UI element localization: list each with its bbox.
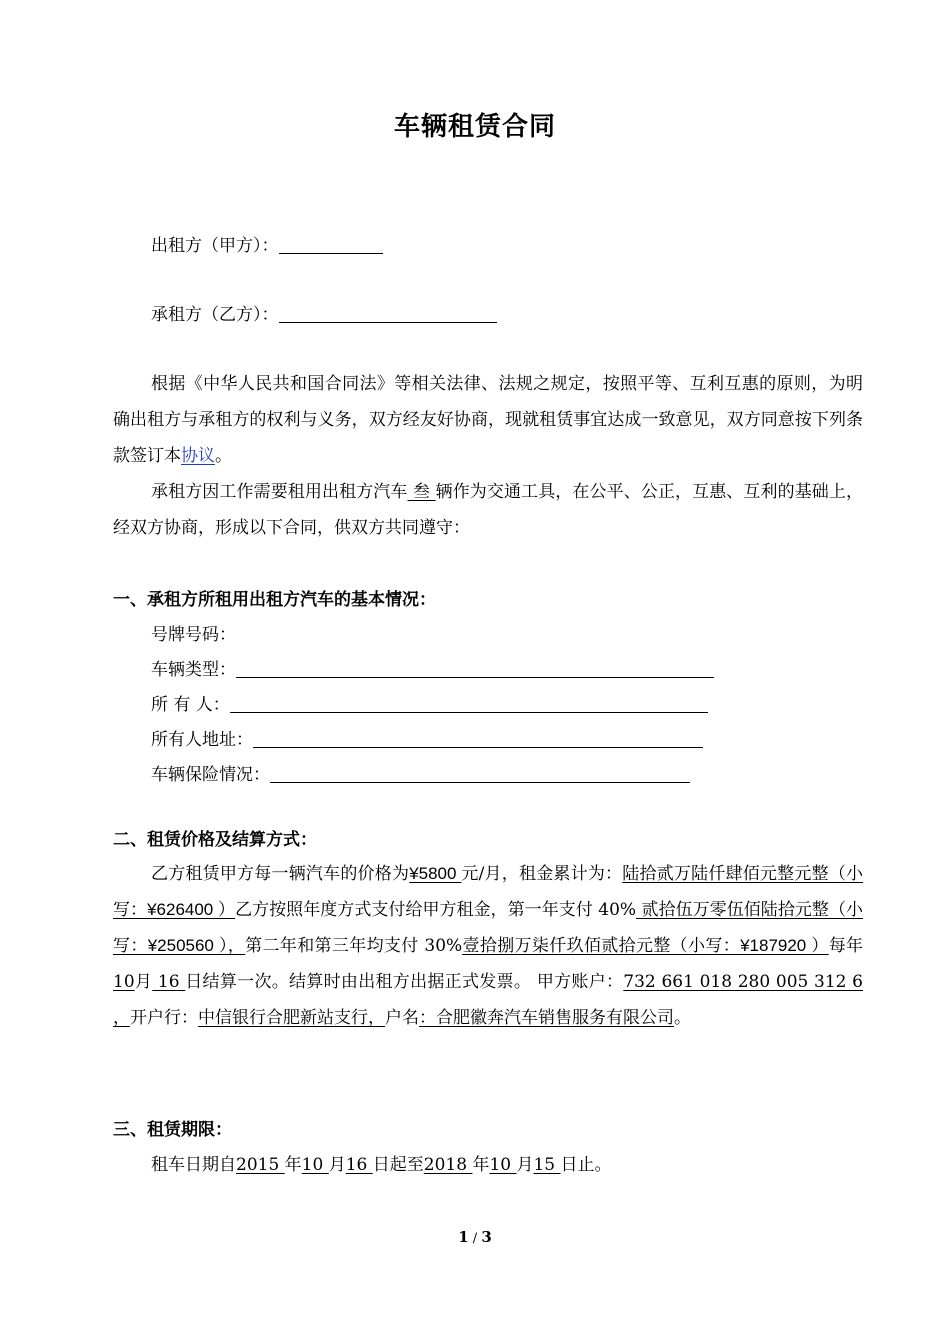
plate-number-line xyxy=(151,617,863,653)
intro-paragraph-1: 根据《中华人民共和国合同法》等相关法律、法规之规定，按照平等、互利互惠的原则，为明确出租方与承租方的权利与义务，双方经友好协商，现就租赁事宜达成一致意见，双方同意按下列条款签订本协议。 xyxy=(113,374,863,466)
lessor-label: 出租方（甲方）： xyxy=(151,236,279,256)
current-page: 1 xyxy=(458,1228,469,1246)
start-year: 2015 xyxy=(236,1155,285,1175)
end-month: 10 xyxy=(489,1155,517,1175)
owner-address-label: 所有人地址： xyxy=(151,730,253,750)
later-years-number: ¥187920 ） xyxy=(740,936,829,955)
owner-address-line xyxy=(151,722,863,758)
end-year: 2018 xyxy=(423,1155,473,1175)
owner-blank[interactable] xyxy=(230,694,708,713)
account-holder: ：合肥徽奔汽车销售服务有限公司 xyxy=(419,1008,674,1028)
lessor-line xyxy=(151,228,863,264)
insurance-blank[interactable] xyxy=(270,764,690,783)
lease-period-line: 租车日期自2015 年10 月16 日起至2018 年10 月15 日止。 xyxy=(151,1155,612,1175)
settlement-month: 10 xyxy=(113,972,135,992)
contract-title: 车辆租赁合同 xyxy=(393,112,556,142)
owner-line xyxy=(151,687,863,723)
start-month: 10 xyxy=(301,1155,329,1175)
owner-label: 所 有 人： xyxy=(151,695,230,715)
later-years-words: 壹拾捌万柒仟玖佰贰拾元整（小写： xyxy=(462,936,741,956)
section-3-heading: 三、租赁期限： xyxy=(113,1120,232,1140)
intro-paragraph-2: 承租方因工作需要租用出租方汽车 叁 辆作为交通工具，在公平、公正，互惠、互利的基础上，经双方协商，形成以下合同，供双方共同遵守： xyxy=(113,482,864,538)
bank-name: 中信银行合肥新站支行， xyxy=(198,1008,385,1028)
lessee-blank[interactable] xyxy=(279,304,497,323)
total-rent-words: 陆拾贰万陆仟肆佰元整元整 xyxy=(622,864,829,884)
lessee-label: 承租方（乙方）： xyxy=(151,305,279,325)
lessor-blank[interactable] xyxy=(279,235,383,254)
lessee-line xyxy=(151,297,863,333)
insurance-line xyxy=(151,757,863,793)
section-2-heading: 二、租赁价格及结算方式： xyxy=(113,830,317,850)
settlement-day: 16 xyxy=(152,972,186,992)
vehicle-type-line xyxy=(151,652,863,688)
total-pages: 3 xyxy=(481,1228,492,1246)
start-day: 16 xyxy=(345,1155,373,1175)
price-paragraph: 乙方租赁甲方每一辆汽车的价格为¥5800 元/月，租金累计为：陆拾贰万陆仟肆佰元整元整（小写：¥626400 ）乙方按照年度方式支付给甲方租金，第一年支付 40% 贰拾伍万零伍佰陆拾元整（小写：¥250560 ），第二年和第三年均支付 30%壹拾捌万柒仟玖佰贰拾元整（小写：¥187920 ）每年10月 16 日结算一次。结算时由出租方出据正式发票。 甲方账户：732 661 018 280 005 312 6 ，开户行：中信银行合肥新站支行，户名：合肥徽奔汽车销售服务有限公司。 xyxy=(113,864,864,1028)
end-day: 15 xyxy=(533,1155,561,1175)
plate-number-label: 号牌号码： xyxy=(151,625,236,645)
total-rent-number: ¥626400 ） xyxy=(147,900,236,919)
page-number: 1 / 3 xyxy=(458,1228,492,1246)
vehicle-quantity: 叁 xyxy=(407,482,436,502)
first-year-words: 贰拾伍万零伍佰陆拾元整（小写： xyxy=(113,900,863,956)
insurance-label: 车辆保险情况： xyxy=(151,765,270,785)
first-year-number: ¥250560 ）， xyxy=(147,936,246,955)
vehicle-type-label: 车辆类型： xyxy=(151,660,236,680)
vehicle-type-blank[interactable] xyxy=(236,659,714,678)
section-1-heading: 一、承租方所租用出租方汽车的基本情况： xyxy=(113,590,436,610)
owner-address-blank[interactable] xyxy=(253,729,703,748)
monthly-price: ¥5800 xyxy=(409,864,462,883)
bank-account-number: 732 661 018 280 005 312 6 ， xyxy=(113,972,863,1028)
agreement-link[interactable]: 协议 xyxy=(181,446,215,466)
